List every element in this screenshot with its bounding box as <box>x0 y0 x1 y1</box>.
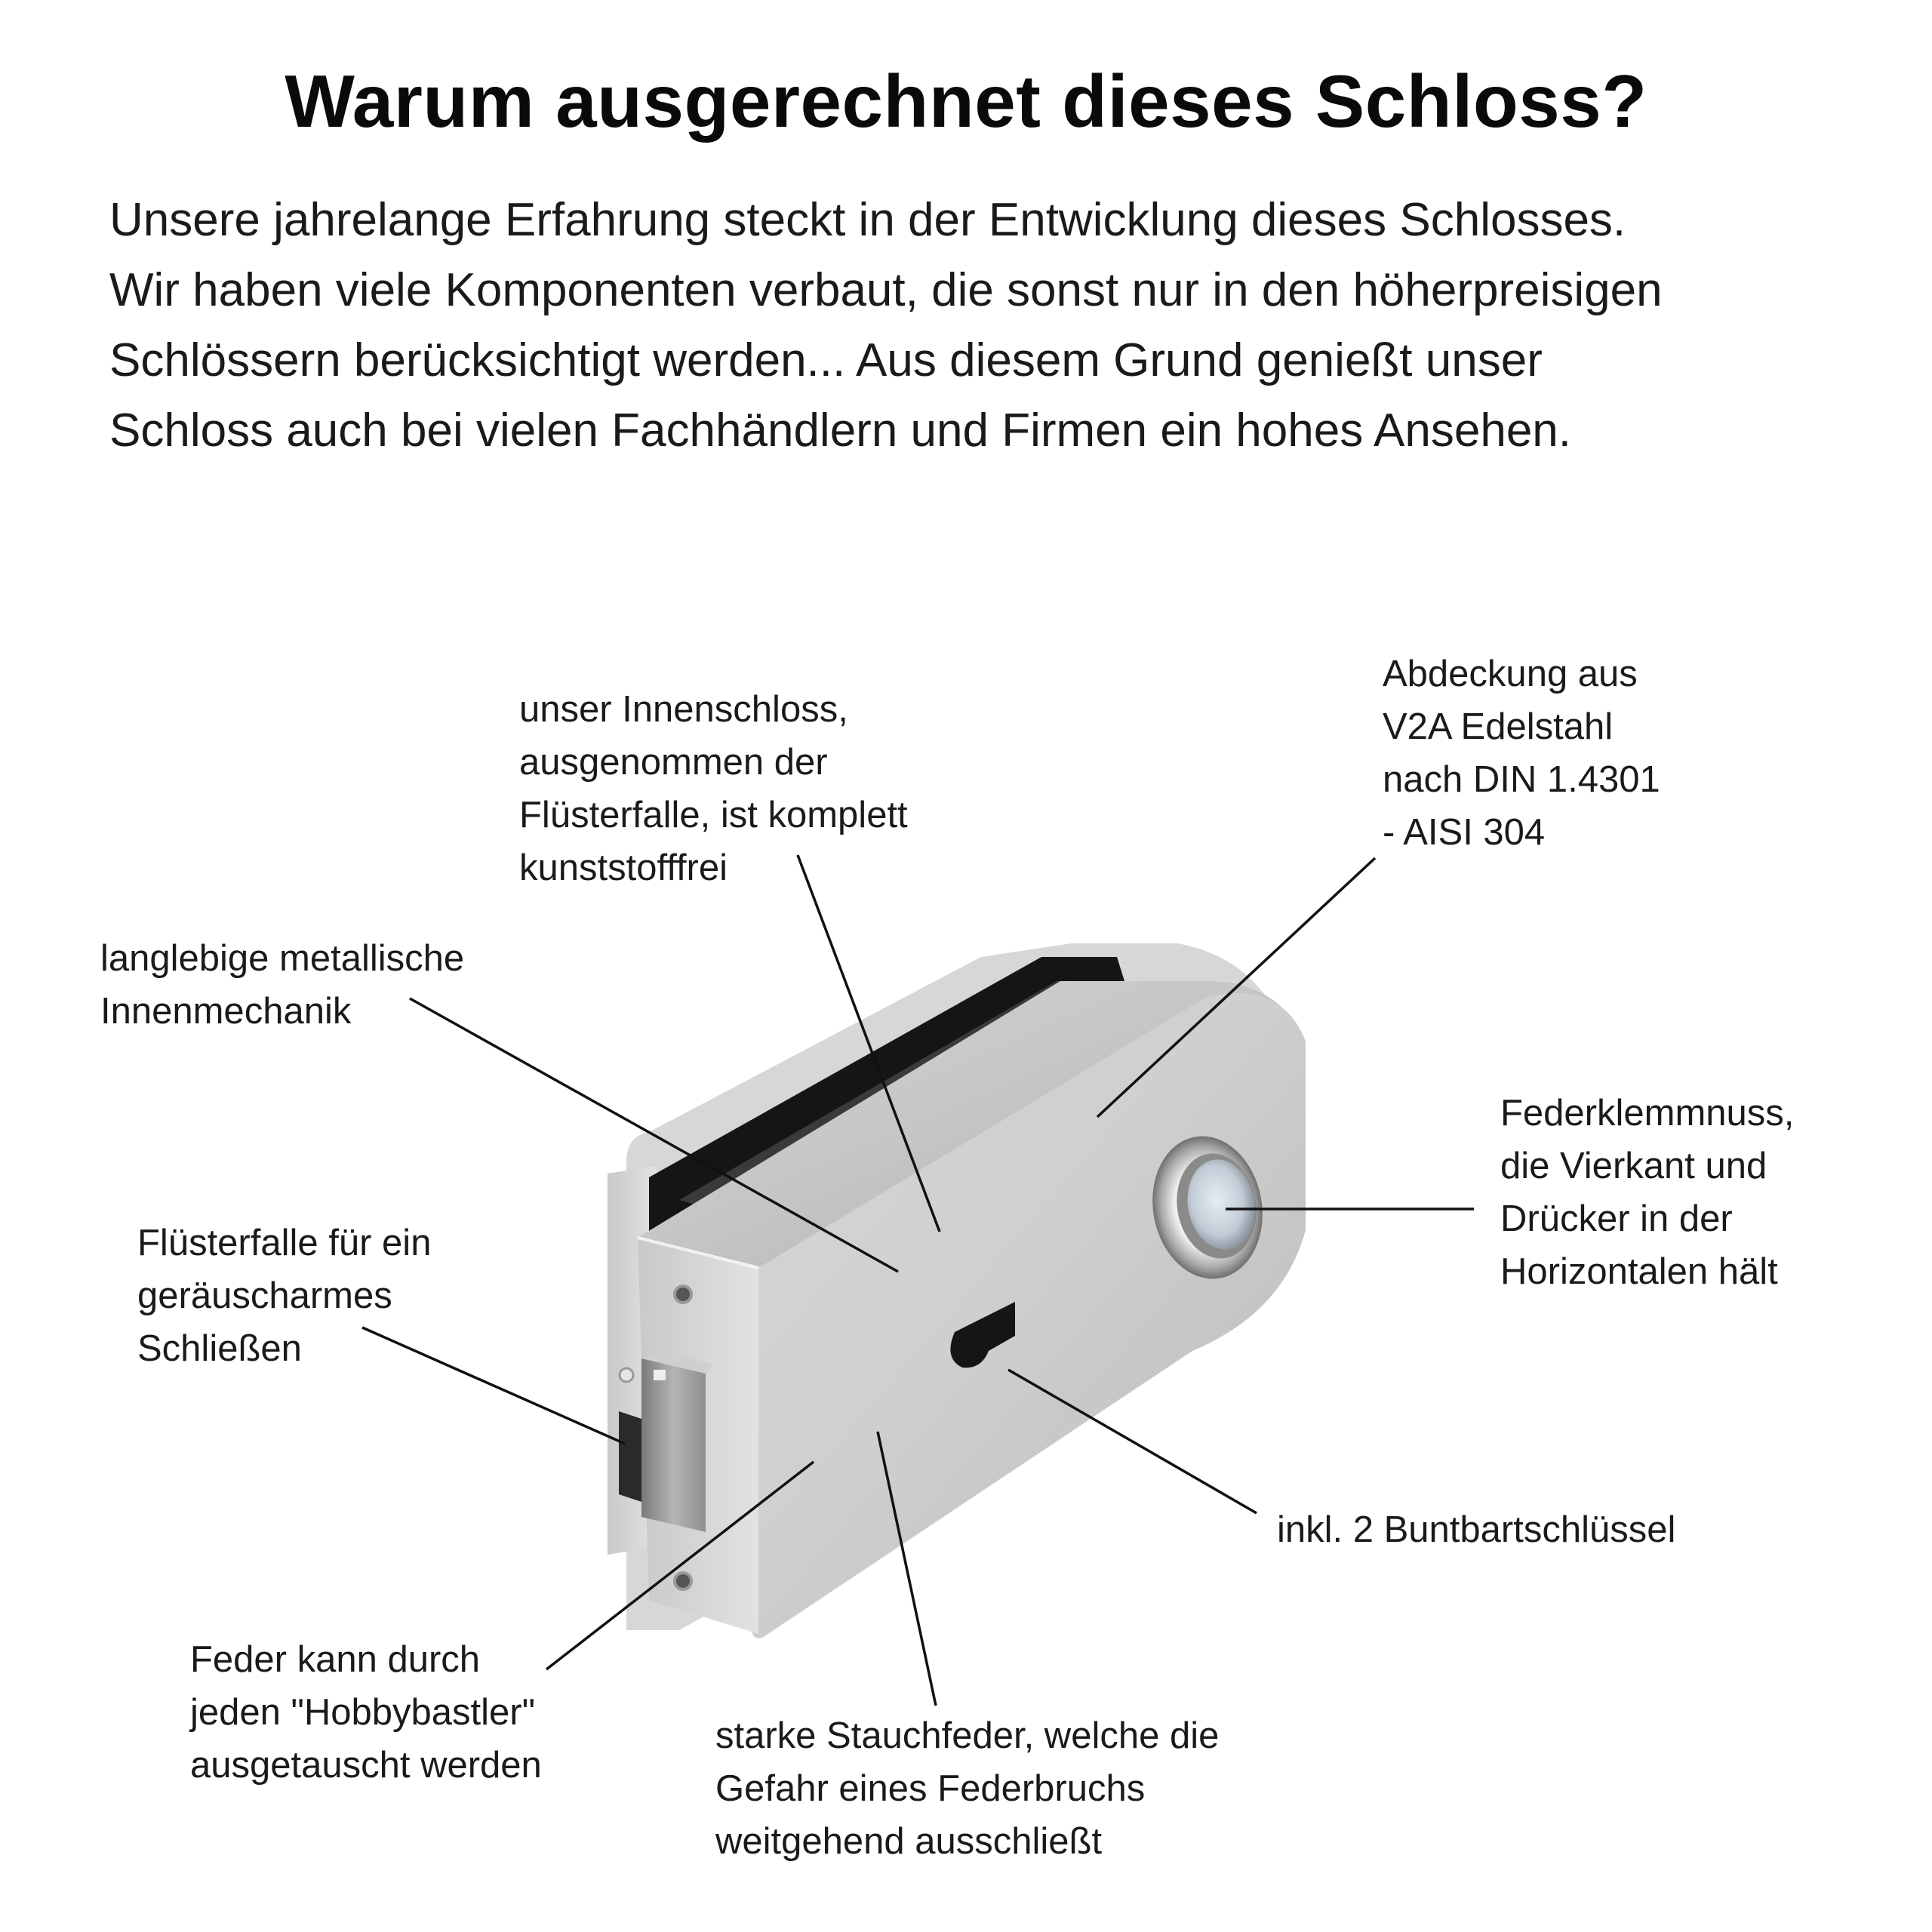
callout-line: jeden "Hobbybastler" <box>190 1692 536 1733</box>
callout-innenschloss <box>519 683 908 894</box>
callout-line: nach DIN 1.4301 <box>1383 759 1660 800</box>
callout-federklemmnuss <box>1500 1087 1794 1298</box>
callout-line: kunststofffrei <box>519 848 728 888</box>
callout-line: geräuscharmes <box>137 1275 392 1316</box>
callout-line: Flüsterfalle für ein <box>137 1223 432 1263</box>
callout-line: Abdeckung aus <box>1383 654 1638 694</box>
callout-line: Horizontalen hält <box>1500 1251 1778 1292</box>
callout-line: Drücker in der <box>1500 1198 1733 1239</box>
callout-line: langlebige metallische <box>100 938 465 979</box>
intro-line: Schloss auch bei vielen Fachhändlern und Firmen ein hohes Ansehen. <box>109 405 1572 457</box>
callout-line: ausgetauscht werden <box>190 1745 542 1786</box>
callout-abdeckung <box>1383 648 1660 859</box>
callout-line: Feder kann durch <box>190 1639 481 1680</box>
callout-feder <box>190 1633 542 1792</box>
intro-line: Wir haben viele Komponenten verbaut, die sonst nur in den höherpreisigen <box>109 264 1663 316</box>
intro-line: Schlössern berücksichtigt werden... Aus diesem Grund genießt unser <box>109 334 1543 386</box>
callout-line: Gefahr eines Federbruchs <box>715 1768 1146 1809</box>
screw-icon <box>675 1286 691 1303</box>
callout-line: Federklemmnuss, <box>1500 1093 1795 1134</box>
callout-line: inkl. 2 Buntbartschlüssel <box>1277 1509 1676 1550</box>
callout-innenmechanik <box>100 932 464 1038</box>
callout-line: Innenmechanik <box>100 991 352 1032</box>
intro-line: Unsere jahrelange Erfahrung steckt in der Entwicklung dieses Schlosses. <box>109 194 1626 246</box>
callout-fluesterfalle <box>137 1217 431 1375</box>
callout-line: V2A Edelstahl <box>1383 706 1614 747</box>
callout-line: Schließen <box>137 1328 302 1369</box>
screw-icon <box>675 1573 691 1589</box>
callout-line: Flüsterfalle, ist komplett <box>519 795 908 835</box>
page-title: Warum ausgerechnet dieses Schloss? <box>285 60 1647 143</box>
callout-line: starke Stauchfeder, welche die <box>715 1715 1220 1756</box>
callout-stauchfeder <box>715 1709 1219 1868</box>
callout-line: - AISI 304 <box>1383 812 1546 853</box>
callout-schluessel <box>1277 1503 1675 1556</box>
callout-line: ausgenommen der <box>519 742 828 783</box>
callout-line: weitgehend ausschließt <box>715 1821 1103 1862</box>
callout-line: unser Innenschloss, <box>519 689 848 730</box>
callout-line: die Vierkant und <box>1500 1146 1767 1186</box>
